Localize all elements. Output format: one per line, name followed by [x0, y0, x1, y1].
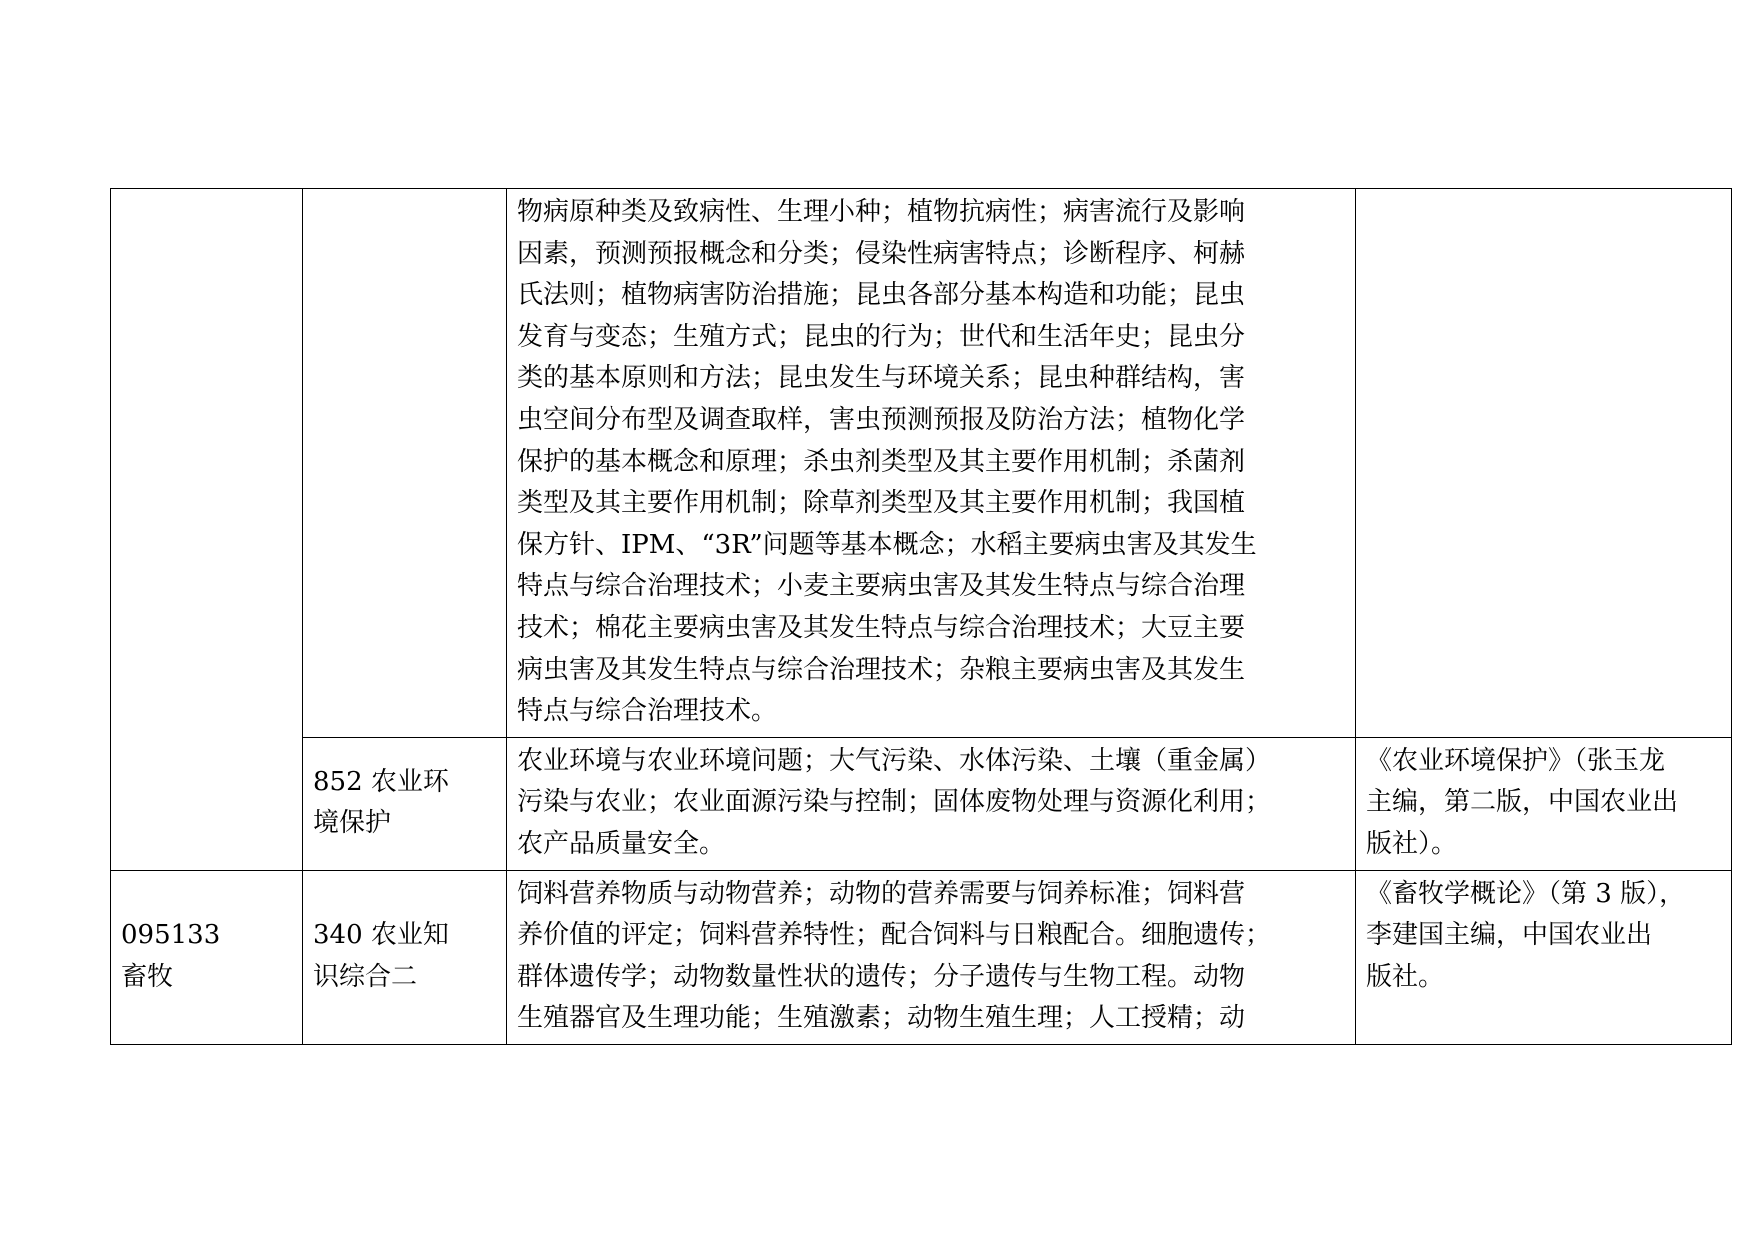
content-cell [507, 189, 1356, 738]
content-line: 类的基本原则和方法；昆虫发生与环境关系；昆虫种群结构，害 [517, 363, 1246, 394]
syllabus-table [110, 188, 1732, 1045]
code-cell [111, 189, 303, 871]
reference-line: 《畜牧学概论》（第 3 版）， [1366, 878, 1686, 909]
content-line: 养价值的评定；饲料营养特性；配合饲料与日粮配合。细胞遗传； [517, 920, 1272, 951]
subject-line: 852 农业环 [313, 766, 449, 797]
reference-cell [1356, 737, 1732, 870]
reference-cell [1356, 870, 1732, 1044]
content-line: 因素，预测预报概念和分类；侵染性病害特点；诊断程序、柯赫 [517, 238, 1246, 269]
content-line: 特点与综合治理技术。 [517, 696, 778, 727]
subject-line: 识综合二 [313, 961, 418, 992]
subject-line: 境保护 [313, 808, 392, 839]
table-row [111, 870, 1732, 1044]
subject-cell [303, 189, 507, 738]
content-line: 技术；棉花主要病虫害及其发生特点与综合治理技术；大豆主要 [517, 612, 1246, 643]
content-line: 保护的基本概念和原理；杀虫剂类型及其主要作用机制；杀菌剂 [517, 446, 1246, 477]
content-line: 发育与变态；生殖方式；昆虫的行为；世代和生活年史；昆虫分 [517, 321, 1246, 352]
content-line: 特点与综合治理技术；小麦主要病虫害及其发生特点与综合治理 [517, 571, 1246, 602]
content-line: 农产品质量安全。 [517, 828, 726, 859]
table-row [111, 189, 1732, 738]
content-line: 物病原种类及致病性、生理小种；植物抗病性；病害流行及影响 [517, 197, 1246, 227]
content-cell [507, 737, 1356, 870]
reference-line: 版社。 [1366, 961, 1445, 992]
content-line: 病虫害及其发生特点与综合治理技术；杂粮主要病虫害及其发生 [517, 654, 1246, 685]
content-line: 保方针、IPM、“3R”问题等基本概念；水稻主要病虫害及其发生 [517, 529, 1257, 560]
code-line: 095133 [121, 920, 221, 951]
code-line: 畜牧 [121, 961, 174, 992]
content-line: 农业环境与农业环境问题；大气污染、水体污染、土壤（重金属） [517, 745, 1272, 776]
reference-line: 主编，第二版，中国农业出 [1366, 787, 1679, 818]
subject-cell [303, 870, 507, 1044]
table-row [111, 737, 1732, 870]
code-cell [111, 870, 303, 1044]
content-line: 氏法则；植物病害防治措施；昆虫各部分基本构造和功能；昆虫 [517, 280, 1246, 311]
subject-line: 340 农业知 [313, 920, 449, 951]
content-line: 虫空间分布型及调查取样，害虫预测预报及防治方法；植物化学 [517, 404, 1246, 435]
reference-line: 李建国主编，中国农业出 [1366, 920, 1653, 951]
content-line: 饲料营养物质与动物营养；动物的营养需要与饲养标准；饲料营 [517, 878, 1246, 909]
content-cell [507, 870, 1356, 1044]
reference-cell [1356, 189, 1732, 738]
content-line: 群体遗传学；动物数量性状的遗传；分子遗传与生物工程。动物 [517, 961, 1246, 992]
content-line: 生殖器官及生理功能；生殖激素；动物生殖生理；人工授精；动 [517, 1003, 1246, 1034]
reference-line: 版社）。 [1366, 828, 1458, 859]
content-line: 类型及其主要作用机制；除草剂类型及其主要作用机制；我国植 [517, 488, 1246, 519]
reference-line: 《农业环境保护》（张玉龙 [1366, 745, 1666, 776]
content-line: 污染与农业；农业面源污染与控制；固体废物处理与资源化利用； [517, 787, 1272, 818]
subject-cell [303, 737, 507, 870]
